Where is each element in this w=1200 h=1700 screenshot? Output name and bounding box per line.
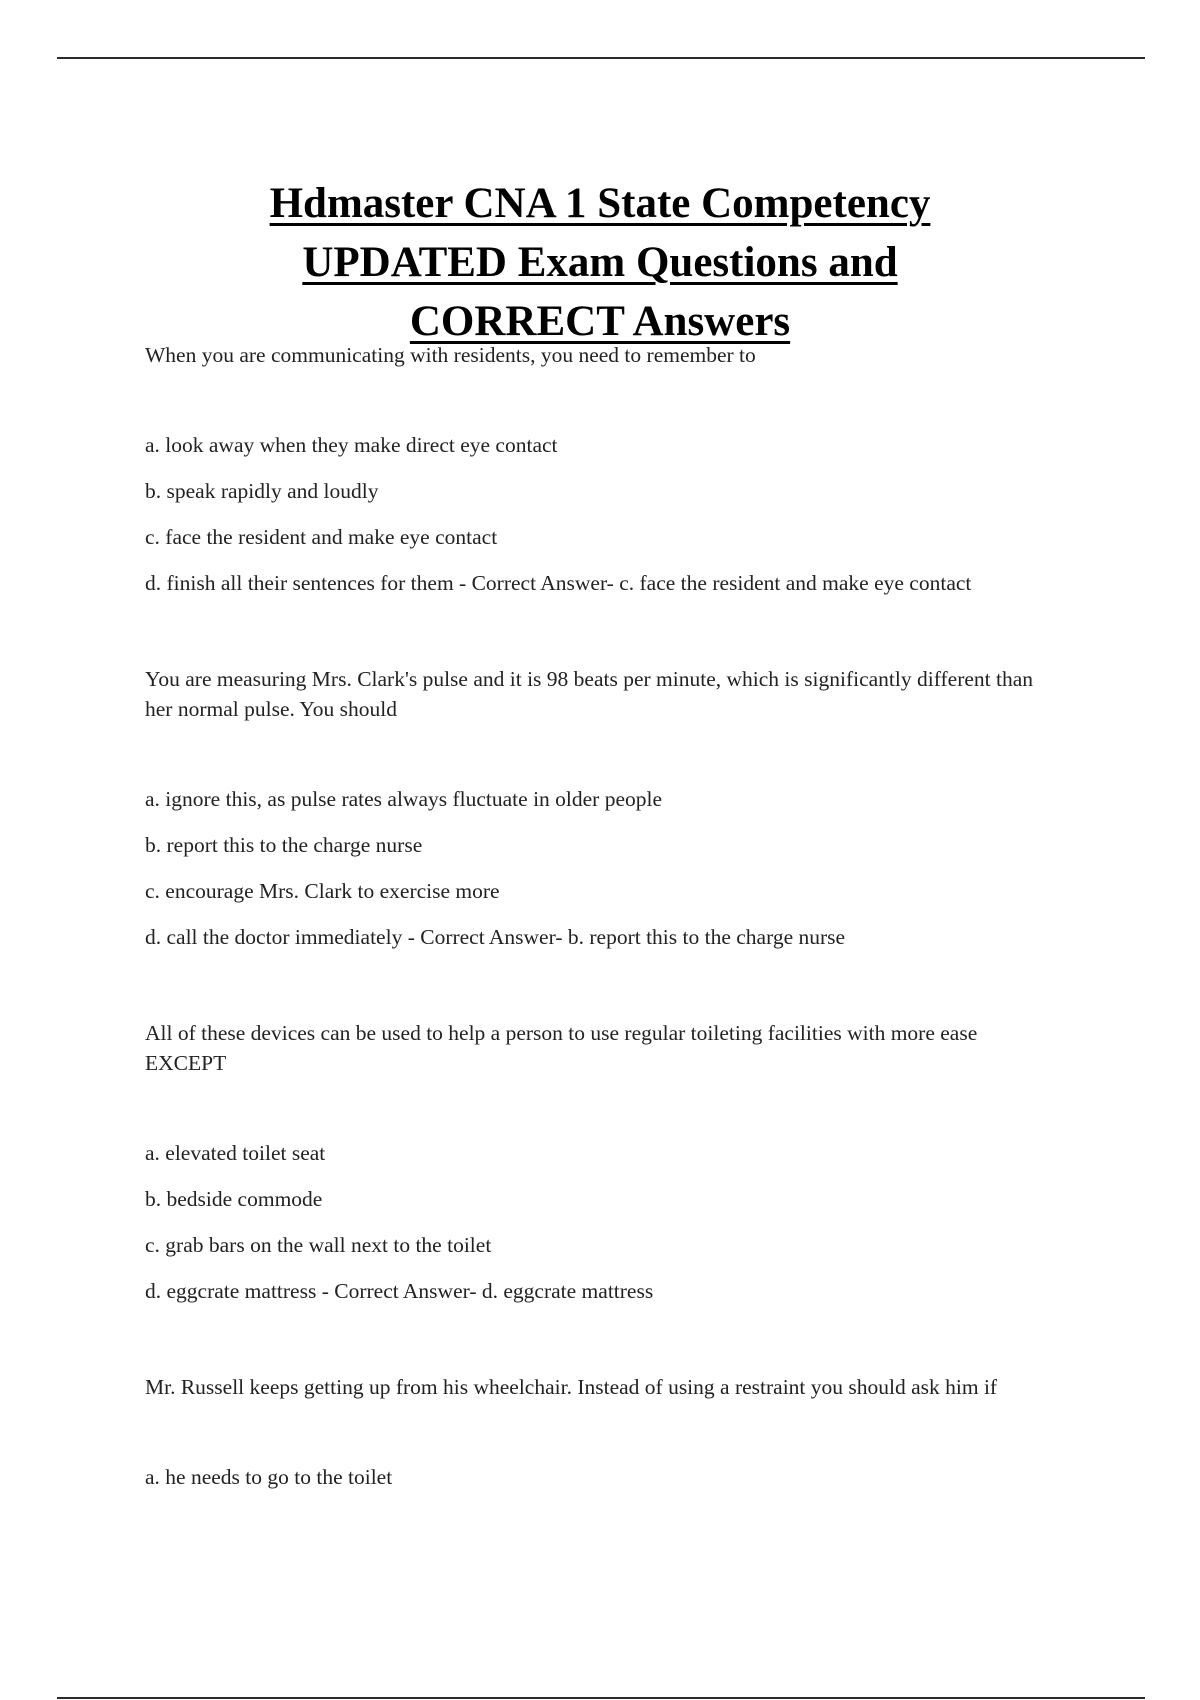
header-rule bbox=[57, 57, 1145, 59]
question-block-1 bbox=[145, 340, 1050, 598]
question-text: Mr. Russell keeps getting up from his wheelchair. Instead of using a restraint you should ask him if bbox=[145, 1375, 998, 1399]
title-line-1: Hdmaster CNA 1 State Competency bbox=[269, 179, 931, 227]
document-body bbox=[145, 340, 1050, 1558]
answer-option: b. speak rapidly and loudly bbox=[145, 479, 379, 503]
answer-option-with-correct-answer: d. finish all their sentences for them - Correct Answer- c. face the resident and make eye contact bbox=[145, 571, 972, 595]
footer-rule bbox=[57, 1697, 1145, 1699]
answer-option: a. elevated toilet seat bbox=[145, 1141, 326, 1165]
answer-option: c. face the resident and make eye contact bbox=[145, 525, 498, 549]
question-text: All of these devices can be used to help a person to use regular toileting facilities with more ease EXCEPT bbox=[145, 1021, 978, 1075]
answer-option: c. grab bars on the wall next to the toilet bbox=[145, 1233, 492, 1257]
question-block-4 bbox=[145, 1372, 1050, 1492]
answer-option: a. he needs to go to the toilet bbox=[145, 1465, 393, 1489]
question-block-3 bbox=[145, 1018, 1050, 1306]
answer-option-with-correct-answer: d. call the doctor immediately - Correct Answer- b. report this to the charge nurse bbox=[145, 925, 846, 949]
answer-option: c. encourage Mrs. Clark to exercise more bbox=[145, 879, 500, 903]
answer-option: b. bedside commode bbox=[145, 1187, 323, 1211]
title-line-2: UPDATED Exam Questions and bbox=[302, 238, 898, 286]
answer-option: b. report this to the charge nurse bbox=[145, 833, 423, 857]
document-title bbox=[0, 174, 1200, 351]
answer-option-with-correct-answer: d. eggcrate mattress - Correct Answer- d. eggcrate mattress bbox=[145, 1279, 654, 1303]
question-block-2 bbox=[145, 664, 1050, 952]
answer-option: a. ignore this, as pulse rates always fluctuate in older people bbox=[145, 787, 663, 811]
question-text: When you are communicating with residents, you need to remember to bbox=[145, 343, 756, 367]
answer-option: a. look away when they make direct eye contact bbox=[145, 433, 558, 457]
question-text: You are measuring Mrs. Clark's pulse and it is 98 beats per minute, which is significantly different than her normal pulse. You should bbox=[145, 667, 1034, 721]
title-line-3: CORRECT Answers bbox=[409, 297, 791, 345]
